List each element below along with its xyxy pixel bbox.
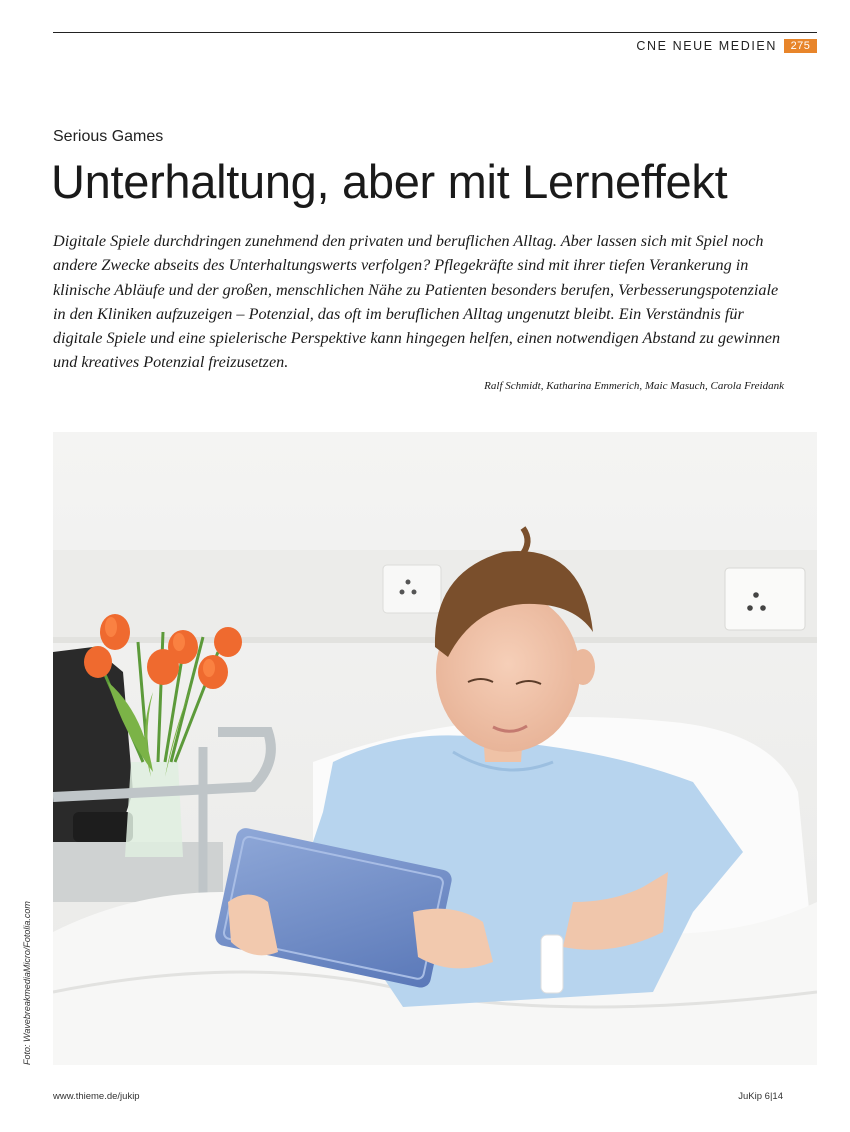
article-title: Unterhaltung, aber mit Lerneffekt <box>51 155 728 208</box>
footer-issue: JuKip 6|14 <box>738 1091 783 1102</box>
section-label: CNE NEUE MEDIEN <box>636 39 777 53</box>
article-lead: Digitale Spiele durchdringen zunehmend den privaten und beruflichen Alltag. Aber lassen sich mit Spiel noch andere Zwecke abseits des Unterhaltungswerts verfolgen? Pflegekräfte sind mit ihrer tiefen Verankerung in klinische Abläufe und der großen, menschlichen Nähe zu Patienten besonders berufen, Verbesserungspotenziale in den Kliniken aufzuzeigen – Potenzial, das oft im beruflichen Alltag ungenutzt bleibt. Ein Verständnis für digitale Spiele und eine spielerische Perspektive kann hingegen helfen, einen notwendigen Abstand zu gewinnen und kreatives Potenzial freizusetzen. <box>53 232 781 372</box>
article-photo <box>53 432 817 1065</box>
footer-url-link[interactable]: www.thieme.de/jukip <box>53 1091 140 1102</box>
header-rule <box>53 32 817 33</box>
article-authors: Ralf Schmidt, Katharina Emmerich, Maic Masuch, Carola Freidank <box>484 380 784 392</box>
article-kicker: Serious Games <box>53 128 164 145</box>
photo-credit: Foto: WavebreakmediaMicro/Fotolia.com <box>22 901 32 1065</box>
page-number-badge: 275 <box>784 39 817 53</box>
